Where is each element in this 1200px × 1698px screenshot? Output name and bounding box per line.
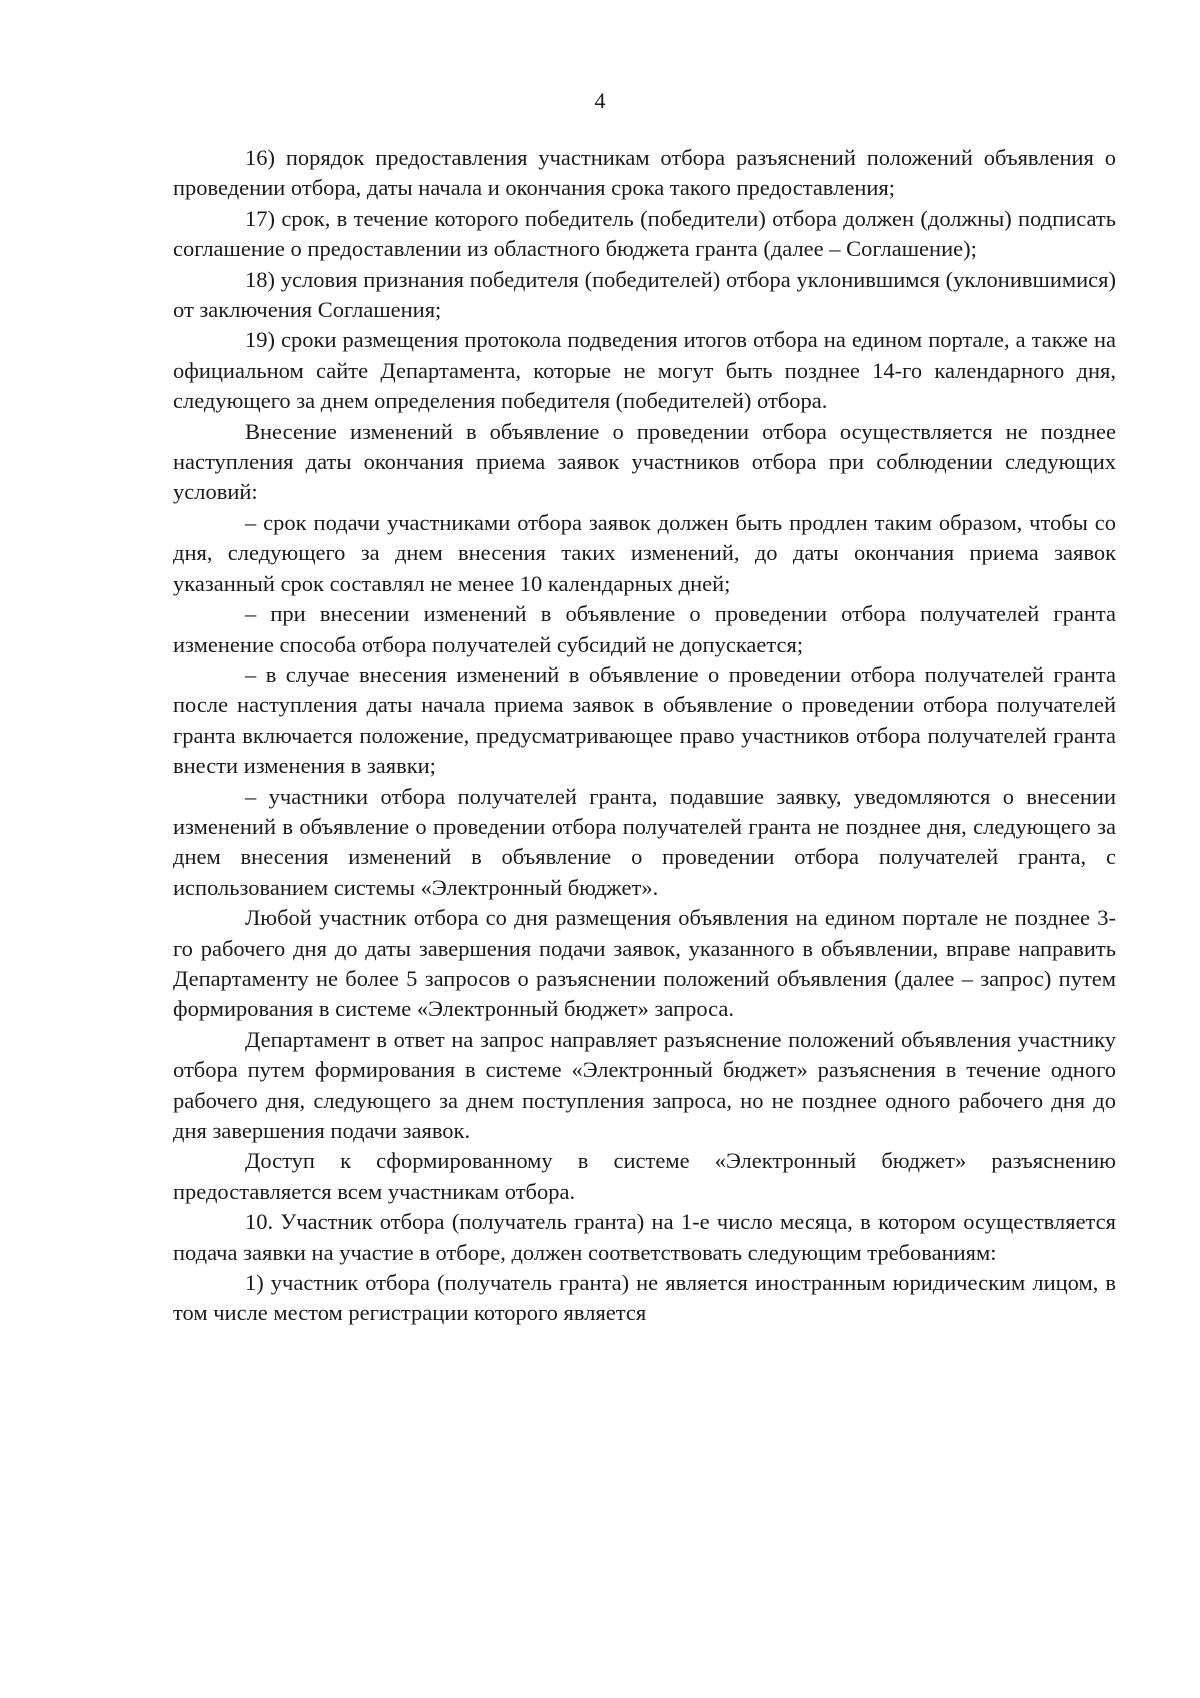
paragraph-requirement-1: 1) участник отбора (получатель гранта) не является иностранным юридическим лицом, в том числе местом регистрации которого является xyxy=(173,1270,1116,1326)
document-body xyxy=(173,143,1116,1329)
paragraph-condition-right-to-amend: – в случае внесения изменений в объявление о проведении отбора получателей гранта после наступления даты начала приема заявок в объявление о проведении отбора получателей гранта включается положение, предусматривающее право участников отбора получателей гранта внести изменения в заявки; xyxy=(173,661,1116,779)
paragraph-item-18: 18) условия признания победителя (победителей) отбора уклонившимся (уклонившимися) от заключения Соглашения; xyxy=(173,266,1116,323)
paragraph-access: Доступ к сформированному в системе «Электронный бюджет» разъяснению предоставляется всем участникам отбора. xyxy=(173,1148,1116,1204)
paragraph-condition-method: – при внесении изменений в объявление о проведении отбора получателей гранта изменение способа отбора получателей субсидий не допускается; xyxy=(173,601,1116,657)
paragraph-department-response: Департамент в ответ на запрос направляет разъяснение положений объявления участнику отбора путем формирования в системе «Электронный бюджет» разъяснения в течение одного рабочего дня, следующего за днем поступления запроса, но не позднее одного рабочего дня до дня завершения подачи заявок. xyxy=(173,1026,1116,1143)
paragraph-item-16: 16) порядок предоставления участникам отбора разъяснений положений объявления о проведении отбора, даты начала и окончания срока такого предоставления; xyxy=(173,145,1116,201)
paragraph-condition-notification: – участники отбора получателей гранта, подавшие заявку, уведомляются о внесении изменений в объявление о проведении отбора получателей гранта не позднее дня, следующего за днем внесения изменений в объявление о проведении отбора получателей гранта, с использованием системы «Электронный бюджет». xyxy=(173,783,1116,900)
paragraph-item-17: 17) срок, в течение которого победитель (победители) отбора должен (должны) подписать соглашение о предоставлении из областного бюджета гранта (далее – Соглашение); xyxy=(173,205,1116,262)
paragraph-amendments-intro: Внесение изменений в объявление о проведении отбора осуществляется не позднее наступления даты окончания приема заявок участников отбора при соблюдении следующих условий: xyxy=(173,418,1116,505)
paragraph-requests: Любой участник отбора со дня размещения объявления на едином портале не позднее 3-го рабочего дня до даты завершения подачи заявок, указанного в объявлении, вправе направить Департаменту не более 5 запросов о разъяснении положений объявления (далее – запрос) путем формирования в системе «Электронный бюджет» запроса. xyxy=(173,905,1116,1022)
paragraph-condition-extension: – срок подачи участниками отбора заявок должен быть продлен таким образом, чтобы со дня, следующего за днем внесения таких изменений, до даты окончания приема заявок указанный срок составлял не менее 10 календарных дней; xyxy=(173,509,1116,596)
page-number: 4 xyxy=(594,88,606,113)
paragraph-section-10: 10. Участник отбора (получатель гранта) на 1-е число месяца, в котором осуществляется подача заявки на участие в отборе, должен соответствовать следующим требованиям: xyxy=(173,1209,1116,1265)
paragraph-item-19: 19) сроки размещения протокола подведения итогов отбора на едином портале, а также на официальном сайте Департамента, которые не могут быть позднее 14-го календарного дня, следующего за днем определения победителя (победителей) отбора. xyxy=(173,327,1116,414)
